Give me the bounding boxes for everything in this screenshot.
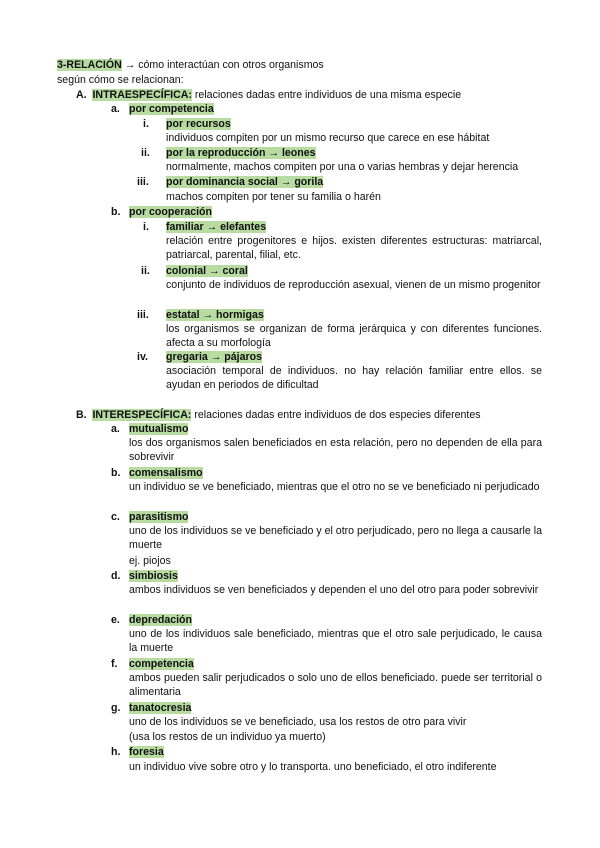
item-label: por la reproducción → leones [166,147,316,159]
section-a-title: INTRAESPECÍFICA: [92,89,192,101]
item-label: competencia [129,658,194,670]
item-marker: iii. [137,176,149,188]
title-description: → cómo interactúan con otros organismos [124,59,324,71]
item-note: (usa los restos de un individuo ya muerto) [129,731,326,743]
section-a-heading [76,88,461,102]
item-text: uno de los individuos se ve beneficiado, usa los restos de otro para vivir [129,716,467,728]
item-label: mutualismo [129,423,189,435]
item-label: depredación [129,614,192,626]
item-marker: e. [111,614,120,626]
item-text: relación entre progenitores e hijos. existen diferentes estructuras: matriarcal, patriarcal, parental, filial, etc. [166,235,542,261]
item-marker: h. [111,746,121,758]
item-label: foresia [129,746,164,758]
item-text: ambos pueden salir perjudicados o solo uno de ellos beneficiado. puede ser territorial o alimentaria [129,672,542,698]
item-label: gregaria → pájaros [166,351,262,363]
item-marker: i. [143,118,149,130]
item-text: los organismos se organizan de forma jerárquica y con diferentes funciones. afecta a su morfología [166,323,542,349]
item-text: conjunto de individuos de reproducción asexual, vienen de un mismo progenitor [166,279,541,291]
intro-line: según cómo se relacionan: [57,74,184,86]
item-text: uno de los individuos sale beneficiado, mientras que el otro sale perjudicado, le causa la muerte [129,628,542,654]
item-label: por recursos [166,118,231,130]
item-marker: a. [111,423,120,435]
item-label: colonial → coral [166,265,248,277]
item-label: familiar → elefantes [166,221,267,233]
item-text: normalmente, machos compiten por una o varias hembras y dejar herencia [166,161,519,173]
section-b-marker: B. [76,409,87,421]
item-text: los dos organismos salen beneficiados en esta relación, pero no dependen de ella para sobrevivir [129,437,542,463]
group-marker: b. [111,206,121,218]
item-marker: iii. [137,309,149,321]
item-marker: iv. [137,351,148,363]
item-example: ej. piojos [129,555,171,567]
group-marker: a. [111,103,120,115]
item-label: por dominancia social → gorila [166,176,324,188]
group-label: por cooperación [129,206,212,218]
item-marker: ii. [141,147,150,159]
group-label: por competencia [129,103,214,115]
item-label: simbiosis [129,570,178,582]
item-label: parasitismo [129,511,189,523]
item-text: individuos compiten por un mismo recurso que carece en ese hábitat [166,132,490,144]
item-marker: g. [111,702,121,714]
section-b-desc: relaciones dadas entre individuos de dos especies diferentes [194,409,481,421]
item-label: comensalismo [129,467,203,479]
item-text: asociación temporal de individuos. no hay relación familiar entre ellos. se ayudan en periodos de dificultad [166,365,542,391]
item-text: un individuo vive sobre otro y lo transporta. uno beneficiado, el otro indiferente [129,761,497,773]
item-label: tanatocresia [129,702,192,714]
item-marker: i. [143,221,149,233]
item-text: un individuo se ve beneficiado, mientras que el otro no se ve beneficiado ni perjudicado [129,481,540,493]
item-marker: b. [111,467,121,479]
heading-line [57,58,324,72]
item-marker: d. [111,570,121,582]
item-label: estatal → hormigas [166,309,264,321]
item-text: uno de los individuos se ve beneficiado y el otro perjudicado, pero no llega a causarle la muerte [129,525,542,551]
section-b-title: INTERESPECÍFICA: [92,409,192,421]
item-marker: ii. [141,265,150,277]
section-title: 3-RELACIÓN [57,59,122,71]
section-a-desc: relaciones dadas entre individuos de una misma especie [194,89,462,101]
item-marker: c. [111,511,120,523]
item-text: ambos individuos se ven beneficiados y dependen el uno del otro para poder sobrevivir [129,584,539,596]
section-a-marker: A. [76,89,87,101]
item-marker: f. [111,658,118,670]
section-b-heading [76,408,481,422]
item-text: machos compiten por tener su familia o harén [166,191,381,203]
